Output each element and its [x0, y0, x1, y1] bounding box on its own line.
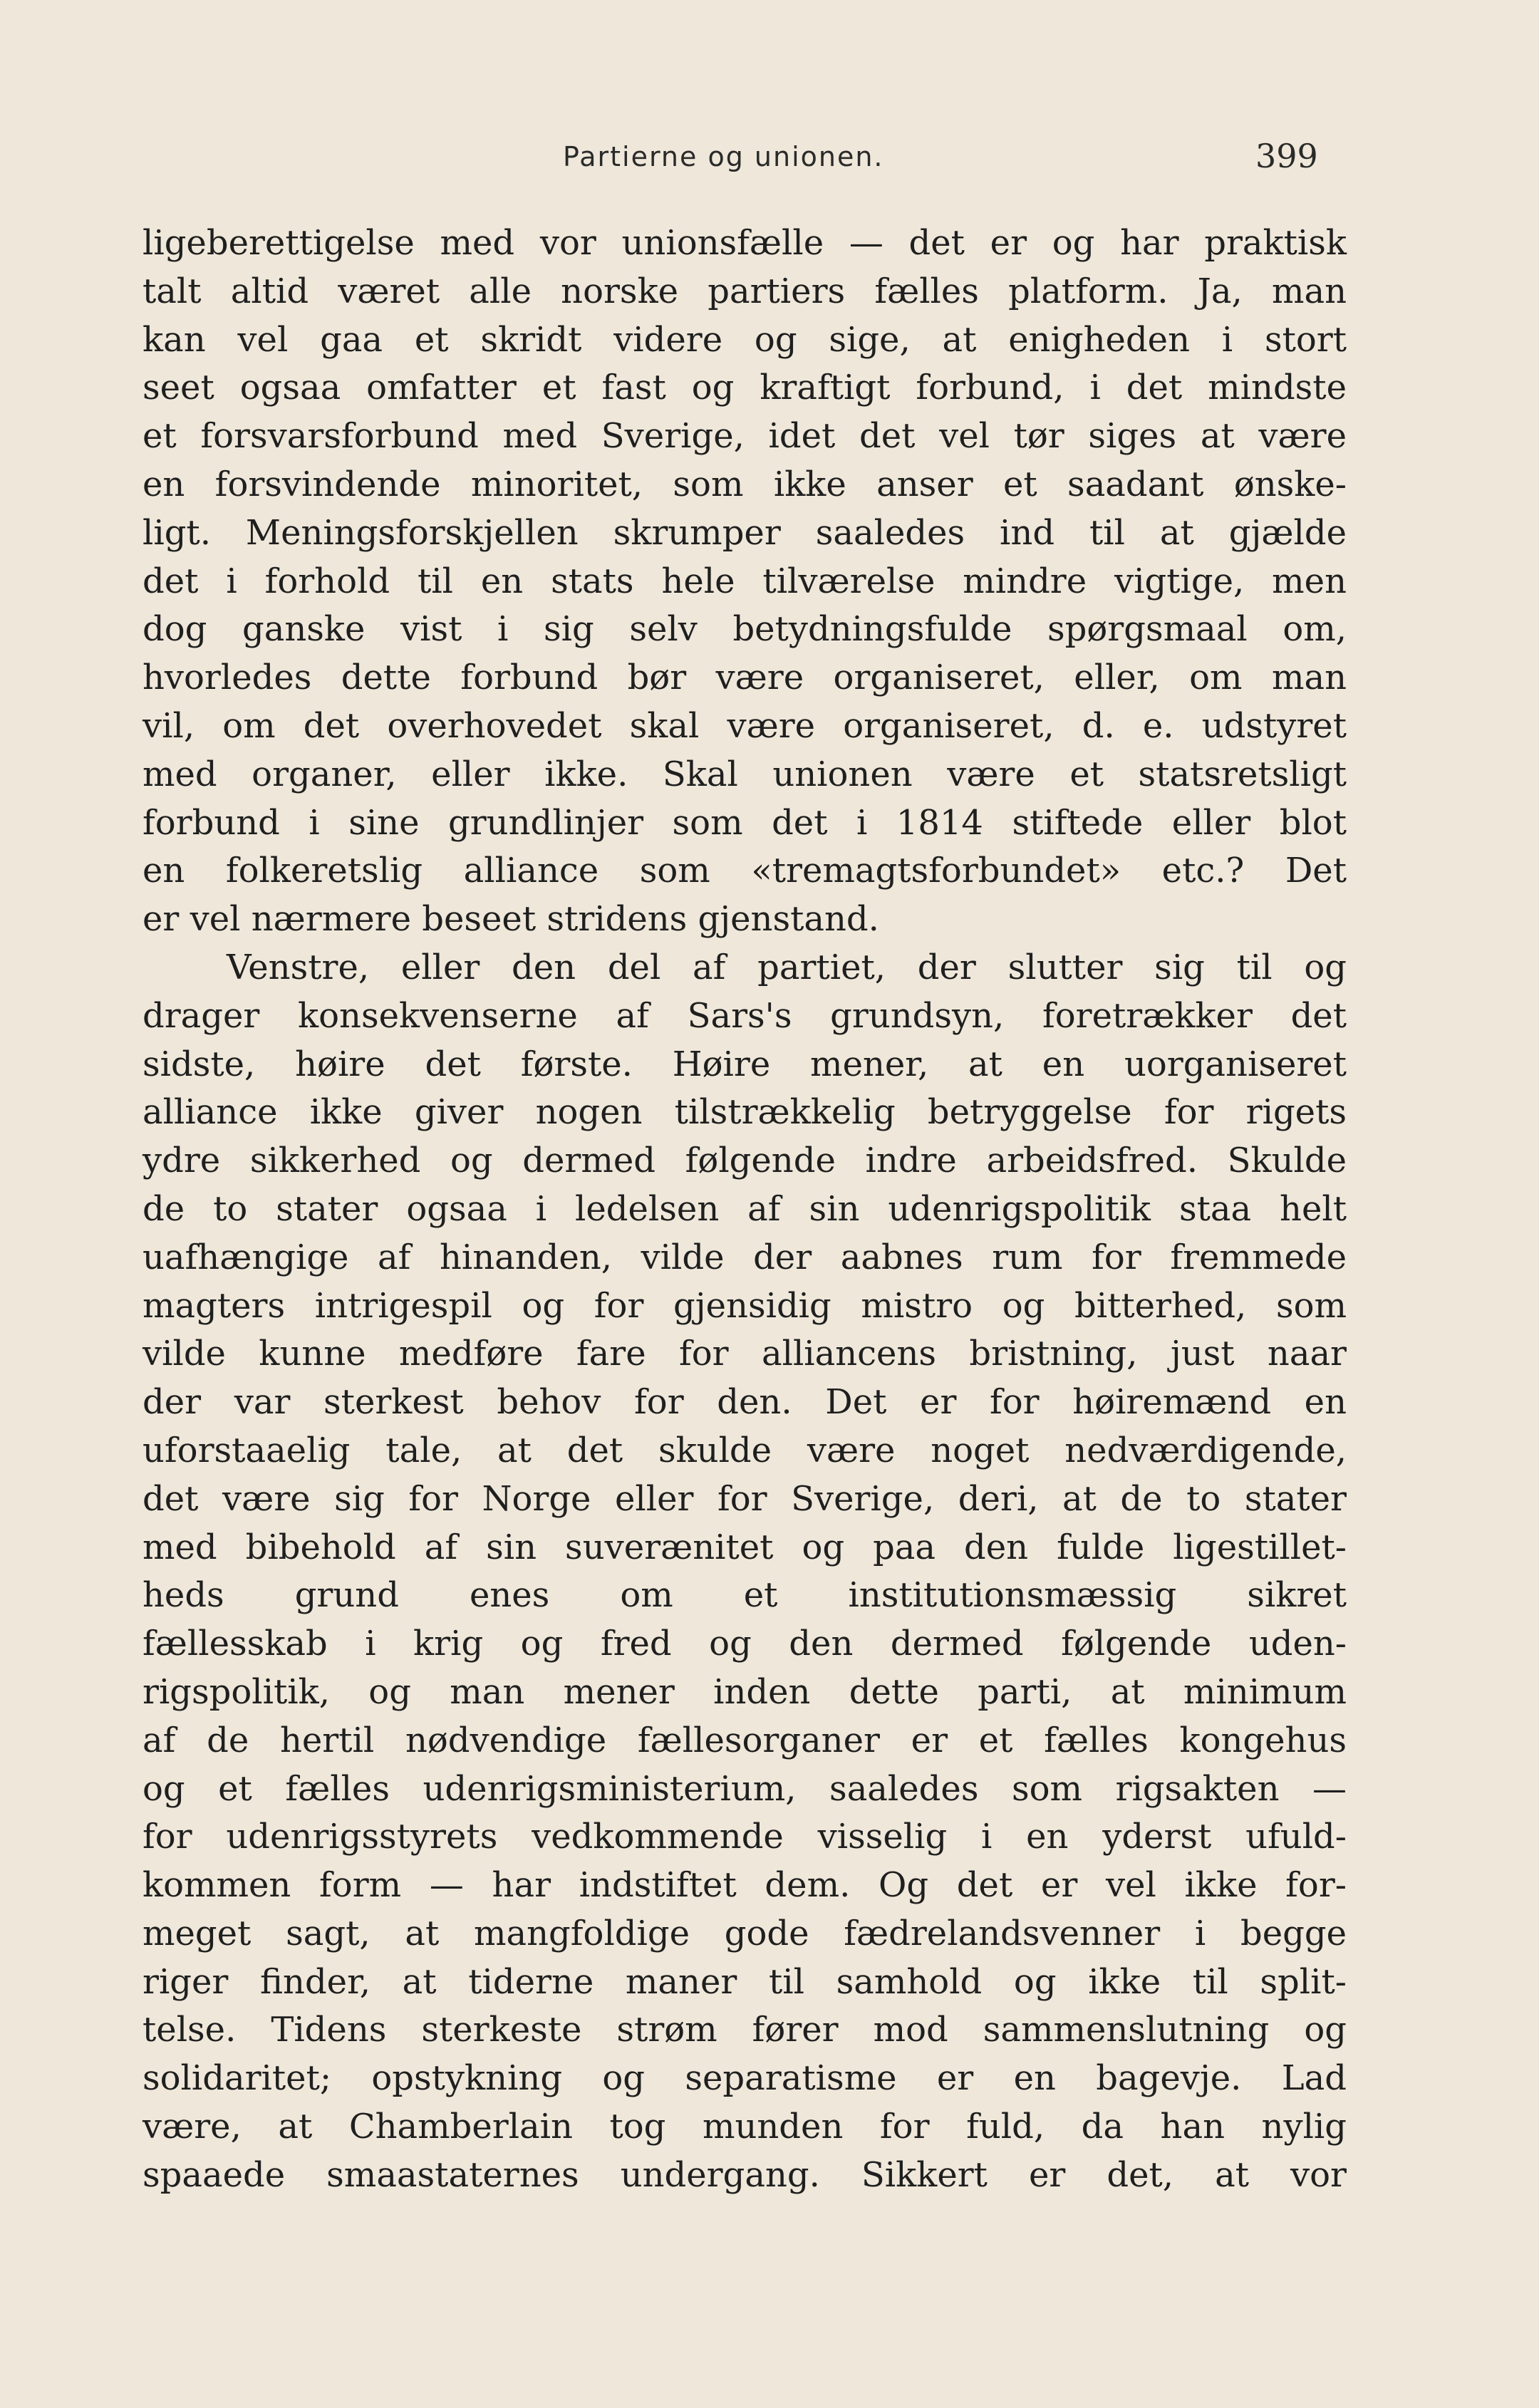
text-line: med bibehold af sin suverænitet og paa den fulde ligestillet-: [142, 1527, 1347, 1567]
text-line: magters intrigespil og for gjensidig mistro og bitterhed, som: [142, 1285, 1347, 1326]
text-line: og et fælles udenrigsministerium, saaledes som rigsakten —: [142, 1768, 1347, 1809]
text-line: heds grund enes om et institutionsmæssig sikret: [142, 1575, 1347, 1616]
text-line: dog ganske vist i sig selv betydningsfulde spørgsmaal om,: [142, 609, 1347, 650]
text-line: telse. Tidens sterkeste strøm fører mod sammenslutning og: [142, 2010, 1347, 2050]
text-line: meget sagt, at mangfoldige gode fædrelandsvenner i begge: [142, 1913, 1347, 1953]
text-line: kan vel gaa et skridt videre og sige, at enigheden i stort: [142, 319, 1347, 360]
text-line: med organer, eller ikke. Skal unionen være et statsretsligt: [142, 754, 1347, 794]
text-line: talt altid været alle norske partiers fælles platform. Ja, man: [142, 271, 1347, 311]
text-line: vil, om det overhovedet skal være organiseret, d. e. udstyret: [142, 705, 1347, 746]
text-line: der var sterkest behov for den. Det er for høiremænd en: [142, 1382, 1347, 1423]
text-line: riger finder, at tiderne maner til samhold og ikke til split-: [142, 1961, 1347, 2002]
text-line: rigspolitik, og man mener inden dette parti, at minimum: [142, 1671, 1347, 1712]
text-line: et forsvarsforbund med Sverige, idet det vel tør siges at være: [142, 416, 1347, 457]
text-line: er vel nærmere beseet stridens gjenstand.: [142, 899, 879, 940]
text-line: kommen form — har indstiftet dem. Og det er vel ikke for-: [142, 1865, 1347, 1906]
text-line: af de hertil nødvendige fællesorganer er et fælles kongehus: [142, 1720, 1347, 1760]
text-line: en forsvindende minoritet, som ikke anser et saadant ønske-: [142, 464, 1347, 504]
text-line: Venstre, eller den del af partiet, der slutter sig til og: [227, 947, 1347, 987]
text-line: fællesskab i krig og fred og den dermed følgende uden-: [142, 1624, 1347, 1664]
text-line: ligeberettigelse med vor unionsfælle — det er og har praktisk: [142, 223, 1347, 263]
text-line: det være sig for Norge eller for Sverige, deri, at de to stater: [142, 1478, 1347, 1519]
text-line: vilde kunne medføre fare for alliancens bristning, just naar: [142, 1334, 1347, 1374]
body-text: [142, 219, 1347, 2200]
text-line: en folkeretslig alliance som «tremagtsforbundet» etc.? Det: [142, 851, 1347, 891]
running-head: Partierne og unionen.: [563, 141, 884, 172]
text-line: det i forhold til en stats hele tilværelse mindre vigtige, men: [142, 561, 1347, 601]
text-line: for udenrigsstyrets vedkommende visselig i en yderst ufuld-: [142, 1817, 1347, 1857]
text-line: alliance ikke giver nogen tilstrækkelig betryggelse for rigets: [142, 1092, 1347, 1133]
text-line: ligt. Meningsforskjellen skrumper saaledes ind til at gjælde: [142, 512, 1347, 553]
text-line: ydre sikkerhed og dermed følgende indre arbeidsfred. Skulde: [142, 1141, 1347, 1181]
text-line: drager konsekvenserne af Sars's grundsyn, foretrækker det: [142, 995, 1347, 1036]
text-line: være, at Chamberlain tog munden for fuld, da han nylig: [142, 2107, 1347, 2147]
page-number: 399: [1255, 137, 1318, 175]
text-line: uforstaaelig tale, at det skulde være noget nedværdigende,: [142, 1430, 1347, 1470]
text-line: de to stater ogsaa i ledelsen af sin udenrigspolitik staa helt: [142, 1188, 1347, 1229]
text-line: seet ogsaa omfatter et fast og kraftigt forbund, i det mindste: [142, 368, 1347, 408]
text-line: spaaede smaastaternes undergang. Sikkert er det, at vor: [142, 2154, 1347, 2195]
text-line: hvorledes dette forbund bør være organiseret, eller, om man: [142, 658, 1347, 698]
text-line: forbund i sine grundlinjer som det i 1814 stiftede eller blot: [142, 802, 1347, 843]
text-line: sidste, høire det første. Høire mener, at en uorganiseret: [142, 1044, 1347, 1084]
text-line: solidaritet; opstykning og separatisme er en bagevje. Lad: [142, 2058, 1347, 2099]
text-line: uafhængige af hinanden, vilde der aabnes rum for fremmede: [142, 1237, 1347, 1277]
page-header: [0, 128, 1539, 192]
